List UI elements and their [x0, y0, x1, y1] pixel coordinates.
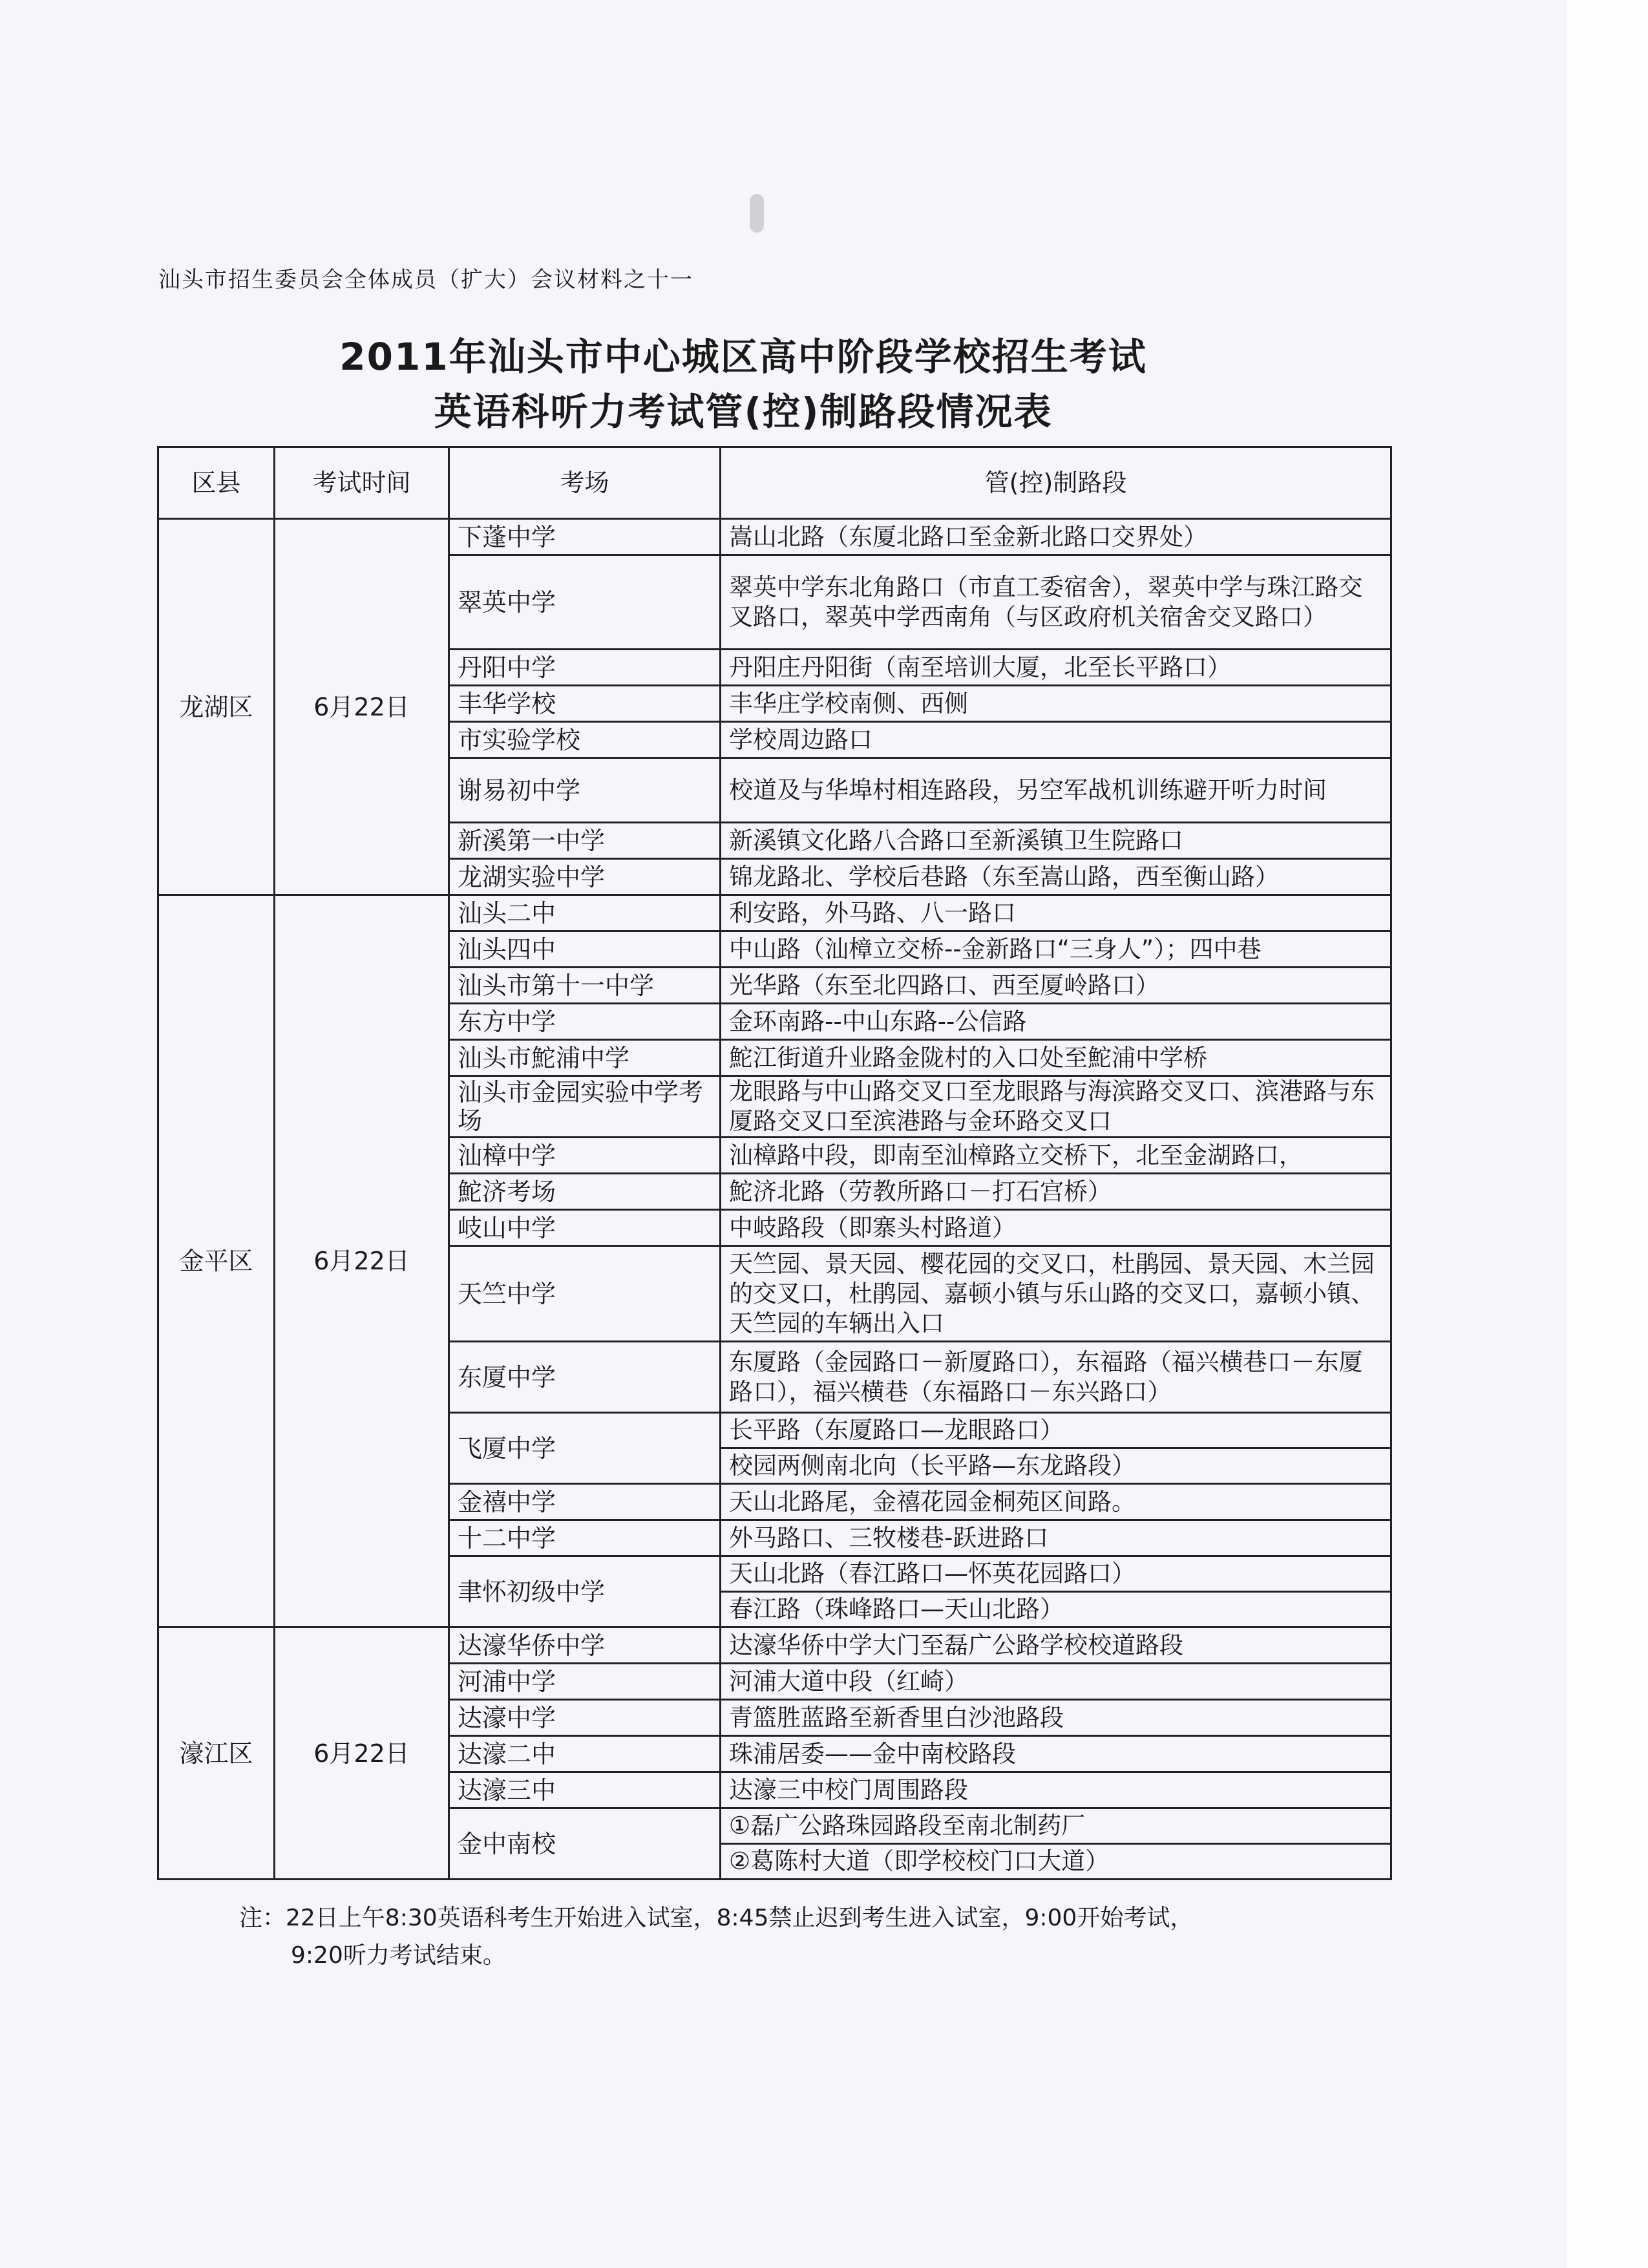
exam-date-cell: 6月22日: [275, 519, 449, 895]
road-cell: [721, 1808, 1391, 1880]
road-cell: 中山路（汕樟立交桥--金新路口“三身人”）；四中巷: [721, 931, 1391, 968]
venue-cell: 达濠华侨中学: [449, 1627, 721, 1664]
road-segment: 长平路（东厦路口—龙眼路口）: [721, 1414, 1390, 1449]
venue-cell: 丹阳中学: [449, 650, 721, 686]
venue-cell: 东厦中学: [449, 1342, 721, 1413]
road-cell: 天竺园、景天园、樱花园的交叉口，杜鹃园、景天园、木兰园的交叉口，杜鹃园、嘉顿小镇与乐山路的交叉口，嘉顿小镇、天竺园的车辆出入口: [721, 1246, 1391, 1342]
road-cell: 河浦大道中段（红崎）: [721, 1664, 1391, 1700]
road-cell: 青篮胜蓝路至新香里白沙池路段: [721, 1700, 1391, 1736]
road-cell: 达濠三中校门周围路段: [721, 1772, 1391, 1808]
venue-cell: 汕头市第十一中学: [449, 968, 721, 1004]
road-cell: 汕樟路中段，即南至汕樟路立交桥下，北至金湖路口，: [721, 1138, 1391, 1174]
table-header-row: [158, 447, 1391, 519]
column-header: 考场: [449, 447, 721, 519]
road-cell: 翠英中学东北角路口（市直工委宿舍），翠英中学与珠江路交叉路口，翠英中学西南角（与区政府机关宿舍交叉路口）: [721, 555, 1391, 650]
road-cell: 新溪镇文化路八合路口至新溪镇卫生院路口: [721, 823, 1391, 859]
title-line-2: 英语科听力考试管(控)制路段情况表: [434, 390, 1053, 434]
venue-cell: 金禧中学: [449, 1484, 721, 1520]
page-edge: [1567, 0, 1648, 2268]
district-cell: 濠江区: [158, 1627, 275, 1880]
header-note: 汕头市招生委员会全体成员（扩大）会议材料之十一: [158, 267, 693, 293]
exam-date-cell: 6月22日: [275, 895, 449, 1627]
table-row: [158, 895, 1391, 931]
road-cell: 鮀江街道升业路金陇村的入口处至鮀浦中学桥: [721, 1040, 1391, 1076]
venue-cell: 鮀济考场: [449, 1174, 721, 1210]
column-header: 考试时间: [275, 447, 449, 519]
road-cell: 东厦路（金园路口－新厦路口），东福路（福兴横巷口－东厦路口），福兴横巷（东福路口－东兴路口）: [721, 1342, 1391, 1413]
venue-cell: 新溪第一中学: [449, 823, 721, 859]
road-cell: 锦龙路北、学校后巷路（东至嵩山路，西至衡山路）: [721, 859, 1391, 895]
venue-cell: 河浦中学: [449, 1664, 721, 1700]
footnote: [239, 1900, 1193, 1975]
venue-cell: 达濠中学: [449, 1700, 721, 1736]
venue-cell: 金中南校: [449, 1808, 721, 1880]
district-cell: 龙湖区: [158, 519, 275, 895]
venue-cell: 十二中学: [449, 1520, 721, 1556]
road-segment: 校园两侧南北向（长平路—东龙路段）: [729, 1452, 1136, 1479]
road-cell: 学校周边路口: [721, 722, 1391, 758]
table-row: [158, 519, 1391, 555]
column-header: 管(控)制路段: [721, 447, 1391, 519]
road-segment: ①磊广公路珠园路段至南北制药厂: [721, 1809, 1390, 1845]
footnote-line-2: 9:20听力考试结束。: [291, 1942, 506, 1969]
venue-cell: 汕头市金园实验中学考场: [449, 1076, 721, 1138]
title-line-1: 2011年汕头市中心城区高中阶段学校招生考试: [339, 335, 1147, 379]
venue-cell: 达濠二中: [449, 1736, 721, 1772]
road-cell: 鮀济北路（劳教所路口－打石宫桥）: [721, 1174, 1391, 1210]
road-segment: ②葛陈村大道（即学校校门口大道）: [729, 1847, 1110, 1875]
venue-cell: 汕头四中: [449, 931, 721, 968]
venue-cell: 汕樟中学: [449, 1138, 721, 1174]
road-cell: 嵩山北路（东厦北路口至金新北路口交界处）: [721, 519, 1391, 555]
road-cell: 外马路口、三牧楼巷-跃进路口: [721, 1520, 1391, 1556]
road-cell: 龙眼路与中山路交叉口至龙眼路与海滨路交叉口、滨港路与东厦路交叉口至滨港路与金环路交叉口: [721, 1076, 1391, 1138]
road-cell: [721, 1413, 1391, 1484]
table-body: [158, 519, 1391, 1880]
road-cell: 校道及与华埠村相连路段，另空军战机训练避开听力时间: [721, 758, 1391, 823]
venue-cell: 东方中学: [449, 1004, 721, 1040]
road-cell: 丹阳庄丹阳街（南至培训大厦，北至长平路口）: [721, 650, 1391, 686]
venue-cell: 汕头二中: [449, 895, 721, 931]
punch-mark: [750, 194, 764, 233]
exam-date-cell: 6月22日: [275, 1627, 449, 1880]
road-cell: 中岐路段（即寨头村路道）: [721, 1210, 1391, 1246]
road-cell: 天山北路尾，金禧花园金桐苑区间路。: [721, 1484, 1391, 1520]
footnote-line-1: 注：22日上午8:30英语科考生开始进入试室，8:45禁止迟到考生进入试室，9:00开始考试，: [239, 1905, 1194, 1931]
venue-cell: 谢易初中学: [449, 758, 721, 823]
venue-cell: 丰华学校: [449, 686, 721, 722]
road-segment: 春江路（珠峰路口—天山北路）: [729, 1595, 1064, 1623]
venue-cell: 龙湖实验中学: [449, 859, 721, 895]
venue-cell: 翠英中学: [449, 555, 721, 650]
road-segment: 天山北路（春江路口—怀英花园路口）: [721, 1557, 1390, 1593]
road-cell: [721, 1556, 1391, 1627]
table-row: [158, 1627, 1391, 1664]
road-cell: 金环南路--中山东路--公信路: [721, 1004, 1391, 1040]
venue-cell: 下蓬中学: [449, 519, 721, 555]
venue-cell: 汕头市鮀浦中学: [449, 1040, 721, 1076]
road-cell: 光华路（东至北四路口、西至厦岭路口）: [721, 968, 1391, 1004]
venue-cell: 岐山中学: [449, 1210, 721, 1246]
road-cell: 丰华庄学校南侧、西侧: [721, 686, 1391, 722]
venue-cell: 飞厦中学: [449, 1413, 721, 1484]
district-cell: 金平区: [158, 895, 275, 1627]
venue-cell: 达濠三中: [449, 1772, 721, 1808]
road-cell: 利安路，外马路、八一路口: [721, 895, 1391, 931]
road-control-table: [157, 446, 1392, 1880]
road-cell: 珠浦居委——金中南校路段: [721, 1736, 1391, 1772]
column-header: 区县: [158, 447, 275, 519]
venue-cell: 聿怀初级中学: [449, 1556, 721, 1627]
venue-cell: 天竺中学: [449, 1246, 721, 1342]
road-cell: 达濠华侨中学大门至磊广公路学校校道路段: [721, 1627, 1391, 1664]
venue-cell: 市实验学校: [449, 722, 721, 758]
